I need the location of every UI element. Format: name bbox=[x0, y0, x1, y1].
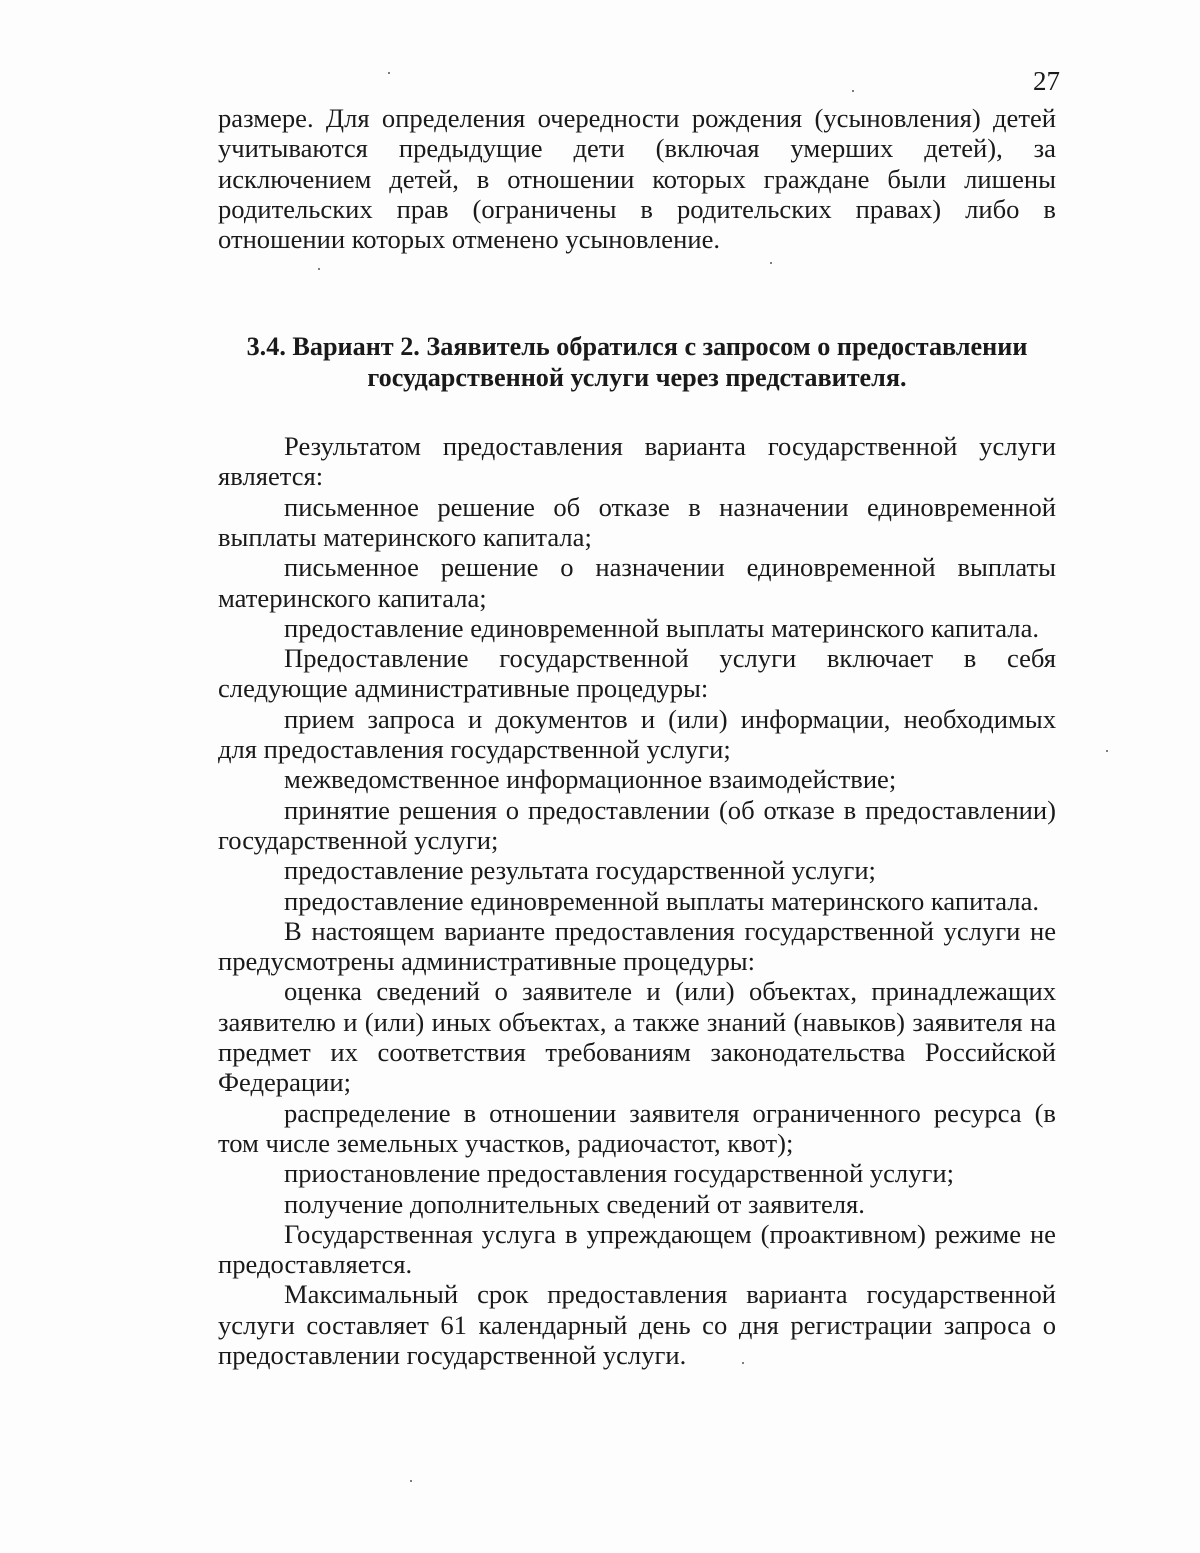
scan-speck bbox=[770, 262, 772, 264]
paragraph-result-intro: Результатом предоставления варианта государственной услуги является: bbox=[218, 431, 1056, 492]
paragraph-result-payment: предоставление единовременной выплаты материнского капитала. bbox=[284, 612, 1040, 643]
paragraph-procedure-interagency: межведомственное информационное взаимодействие; bbox=[284, 764, 897, 795]
paragraph-procedure-intake: прием запроса и документов и (или) информации, необходимых для предоставления государственной услуги; bbox=[218, 703, 1056, 765]
paragraph-procedure-decision: принятие решения о предоставлении (об отказе в предоставлении) государственной услуги; bbox=[218, 794, 1056, 855]
paragraph-excluded-additional-info: получение дополнительных сведений от заявителя. bbox=[284, 1188, 865, 1219]
paragraph-excluded-suspension: приостановление предоставления государственной услуги; bbox=[284, 1158, 955, 1189]
scan-speck bbox=[852, 90, 854, 92]
scan-speck bbox=[318, 268, 320, 270]
paragraph-proactive-mode: Государственная услуга в упреждающем (проактивном) режиме не предоставляется. bbox=[218, 1218, 1056, 1280]
paragraph-excluded-allocation: распределение в отношении заявителя ограниченного ресурса (в том числе земельных участков, радиочастот, квот); bbox=[218, 1097, 1056, 1158]
scan-speck bbox=[1106, 750, 1108, 752]
paragraph-max-term: Максимальный срок предоставления варианта государственной услуги составляет 61 календарный день со дня регистрации запроса о предоставлении государственной услуги. bbox=[218, 1279, 1056, 1370]
intro-paragraph: размере. Для определения очередности рождения (усыновления) детей учитываются предыдущие дети (включая умерших детей), за исключением детей, в отношении которых граждане были лишены родительских прав (ограничены в родительских правах) либо в отношении которых отменено усыновление. bbox=[218, 103, 1056, 255]
document-body bbox=[218, 103, 1056, 1370]
scan-speck bbox=[410, 1480, 412, 1482]
page-number: 27 bbox=[1033, 66, 1060, 96]
section-title: 3.4. Вариант 2. Заявитель обратился с запросом о предоставлении государственной услуги через представителя. bbox=[246, 332, 1028, 392]
paragraph-excluded-intro: В настоящем варианте предоставления государственной услуги не предусмотрены административные процедуры: bbox=[218, 915, 1056, 977]
paragraph-result-refusal: письменное решение об отказе в назначении единовременной выплаты материнского капитала; bbox=[218, 491, 1056, 552]
paragraph-procedure-result: предоставление результата государственной услуги; bbox=[284, 855, 876, 886]
paragraph-procedures-intro: Предоставление государственной услуги включает в себя следующие административные процедуры: bbox=[218, 643, 1056, 704]
scan-speck bbox=[388, 72, 390, 74]
paragraph-procedure-payment: предоставление единовременной выплаты материнского капитала. bbox=[284, 885, 1040, 916]
paragraph-excluded-assessment: оценка сведений о заявителе и (или) объектах, принадлежащих заявителю и (или) иных объектах, а также знаний (навыков) заявителя на предмет их соответствия требованиям законодательства Российской Федерации; bbox=[218, 976, 1056, 1098]
paragraph-result-grant: письменное решение о назначении единовременной выплаты материнского капитала; bbox=[218, 552, 1056, 613]
scan-speck bbox=[742, 1362, 744, 1364]
